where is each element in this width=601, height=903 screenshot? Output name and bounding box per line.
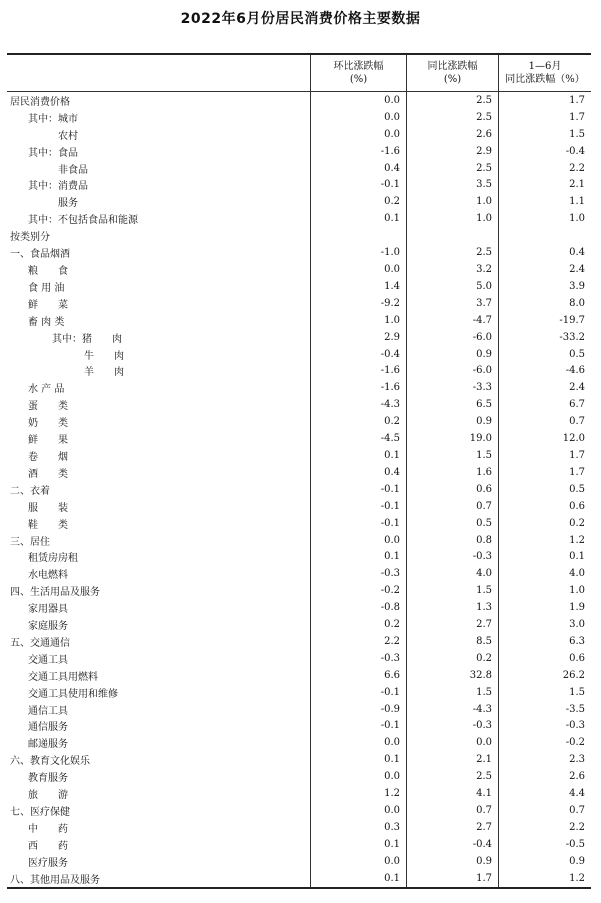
header-yoy-unit: (%) (443, 74, 462, 85)
mom-value: -0.8 (310, 599, 406, 616)
yoy-value: 1.6 (406, 464, 498, 481)
table-row (7, 210, 591, 227)
yoy-value: -6.0 (406, 329, 498, 346)
mom-value: -0.9 (310, 701, 406, 718)
ytd-value: 2.3 (498, 751, 591, 768)
mom-value: 0.0 (310, 92, 406, 109)
row-label: 其中：猪 肉 (52, 333, 122, 345)
row-label: 通信服务 (28, 722, 68, 734)
table-row (7, 819, 591, 836)
row-label: 四、生活用品及服务 (10, 587, 100, 599)
row-label: 六、教育文化娱乐 (10, 756, 90, 768)
table-row (7, 599, 591, 616)
mom-value: 0.1 (310, 210, 406, 227)
mom-value: 0.0 (310, 768, 406, 785)
mom-value: -0.1 (310, 718, 406, 735)
header-mom-column (310, 55, 406, 91)
ytd-value: 0.4 (498, 244, 591, 261)
mom-value: -1.6 (310, 379, 406, 396)
row-label: 居民消费价格 (10, 96, 70, 108)
table-header (7, 55, 591, 92)
mom-value: 6.6 (310, 667, 406, 684)
row-label: 鞋 类 (28, 519, 68, 531)
ytd-value: 2.2 (498, 160, 591, 177)
ytd-value: 6.3 (498, 633, 591, 650)
row-label: 交通工具用燃料 (28, 671, 98, 683)
table-row (7, 481, 591, 498)
ytd-value: -4.6 (498, 363, 591, 380)
ytd-value: 1.7 (498, 447, 591, 464)
table-body (7, 92, 591, 887)
mom-value: -0.1 (310, 684, 406, 701)
yoy-value: 2.5 (406, 160, 498, 177)
table-row (7, 109, 591, 126)
table-row (7, 836, 591, 853)
row-label: 通信工具 (28, 705, 68, 717)
yoy-value: 0.8 (406, 532, 498, 549)
row-label: 二、衣着 (10, 485, 50, 497)
ytd-value: 1.5 (498, 684, 591, 701)
mom-value: -0.3 (310, 650, 406, 667)
yoy-value: 1.0 (406, 210, 498, 227)
table-row (7, 261, 591, 278)
ytd-value: 2.1 (498, 177, 591, 194)
ytd-value: 2.2 (498, 819, 591, 836)
table-row (7, 363, 591, 380)
row-label: 非食品 (28, 164, 88, 176)
row-label: 畜 肉 类 (28, 316, 65, 328)
ytd-value: 1.5 (498, 126, 591, 143)
ytd-value: 0.9 (498, 853, 591, 870)
mom-value: 2.2 (310, 633, 406, 650)
table-row (7, 278, 591, 295)
mom-value: 0.0 (310, 802, 406, 819)
mom-value: 0.1 (310, 447, 406, 464)
mom-value: 0.4 (310, 464, 406, 481)
table-row (7, 498, 591, 515)
mom-value: -1.0 (310, 244, 406, 261)
row-label: 家庭服务 (28, 621, 68, 633)
yoy-value: 0.9 (406, 413, 498, 430)
row-label: 酒 类 (28, 468, 68, 480)
yoy-value: -0.3 (406, 548, 498, 565)
row-label: 旅 游 (28, 790, 68, 802)
ytd-value: -0.4 (498, 143, 591, 160)
mom-value: 2.9 (310, 329, 406, 346)
row-label: 卷 烟 (28, 451, 68, 463)
yoy-value: -0.4 (406, 836, 498, 853)
table-row (7, 413, 591, 430)
table-row (7, 447, 591, 464)
table-row (7, 464, 591, 481)
mom-value: 0.1 (310, 836, 406, 853)
mom-value: -0.1 (310, 481, 406, 498)
yoy-value: 6.5 (406, 396, 498, 413)
table-row (7, 802, 591, 819)
ytd-value: 1.2 (498, 532, 591, 549)
mom-value: 1.0 (310, 312, 406, 329)
mom-value: -0.1 (310, 498, 406, 515)
table-row (7, 346, 591, 363)
row-label: 粮 食 (28, 266, 68, 278)
row-label: 中 药 (28, 823, 68, 835)
ytd-value: 1.0 (498, 582, 591, 599)
row-label: 其中：食品 (28, 147, 78, 159)
row-label: 教育服务 (28, 773, 68, 785)
ytd-value: 1.7 (498, 92, 591, 109)
mom-value: 0.2 (310, 413, 406, 430)
mom-value: 1.2 (310, 785, 406, 802)
header-label-column (7, 55, 310, 91)
yoy-value: 4.1 (406, 785, 498, 802)
ytd-value: 4.0 (498, 565, 591, 582)
row-label: 七、医疗保健 (10, 807, 70, 819)
yoy-value: 3.7 (406, 295, 498, 312)
ytd-value: 0.5 (498, 346, 591, 363)
row-label: 邮递服务 (28, 739, 68, 751)
ytd-value: 0.2 (498, 515, 591, 532)
ytd-value: 1.7 (498, 464, 591, 481)
table-row (7, 650, 591, 667)
mom-value: 0.0 (310, 532, 406, 549)
mom-value (310, 227, 406, 244)
row-label: 服 装 (28, 502, 68, 514)
ytd-value: 8.0 (498, 295, 591, 312)
table-row (7, 734, 591, 751)
table-row (7, 295, 591, 312)
table-row (7, 515, 591, 532)
table-row (7, 329, 591, 346)
yoy-value: 0.2 (406, 650, 498, 667)
mom-value: -0.3 (310, 565, 406, 582)
mom-value: 0.1 (310, 548, 406, 565)
yoy-value: 5.0 (406, 278, 498, 295)
yoy-value: 8.5 (406, 633, 498, 650)
yoy-value: 1.5 (406, 447, 498, 464)
page-title: 2022年6月份居民消费价格主要数据 (180, 11, 421, 27)
yoy-value: 0.7 (406, 498, 498, 515)
ytd-value: -0.2 (498, 734, 591, 751)
table-row (7, 751, 591, 768)
yoy-value: 2.5 (406, 109, 498, 126)
row-label: 其中：城市 (28, 113, 78, 125)
yoy-value: 1.0 (406, 193, 498, 210)
yoy-value: 1.7 (406, 870, 498, 887)
row-label: 一、食品烟酒 (10, 249, 70, 261)
yoy-value: 2.6 (406, 126, 498, 143)
mom-value: 0.0 (310, 109, 406, 126)
table-row (7, 616, 591, 633)
ytd-value: -33.2 (498, 329, 591, 346)
row-label: 水 产 品 (28, 384, 65, 396)
row-label: 五、交通通信 (10, 637, 70, 649)
table-row (7, 667, 591, 684)
table-row (7, 160, 591, 177)
table-row (7, 379, 591, 396)
yoy-value: 2.9 (406, 143, 498, 160)
yoy-value: 4.0 (406, 565, 498, 582)
yoy-value (406, 227, 498, 244)
mom-value: -9.2 (310, 295, 406, 312)
ytd-value: 3.9 (498, 278, 591, 295)
yoy-value: -3.3 (406, 379, 498, 396)
ytd-value: 6.7 (498, 396, 591, 413)
mom-value: -0.4 (310, 346, 406, 363)
table-row (7, 768, 591, 785)
table-row (7, 227, 591, 244)
row-label: 其中：消费品 (28, 181, 88, 193)
yoy-value: -0.3 (406, 718, 498, 735)
yoy-value: 2.5 (406, 92, 498, 109)
table-row (7, 684, 591, 701)
table-row (7, 565, 591, 582)
table-row (7, 244, 591, 261)
mom-value: -1.6 (310, 143, 406, 160)
table-row (7, 718, 591, 735)
yoy-value: 2.5 (406, 244, 498, 261)
mom-value: -0.1 (310, 177, 406, 194)
table-row (7, 396, 591, 413)
header-yoy-column (406, 55, 498, 91)
header-mom-unit: (%) (349, 74, 368, 85)
row-label: 鲜 果 (28, 435, 68, 447)
table-row (7, 532, 591, 549)
mom-value: -0.2 (310, 582, 406, 599)
row-label: 农村 (28, 130, 78, 142)
yoy-value: 0.5 (406, 515, 498, 532)
mom-value: 0.4 (310, 160, 406, 177)
yoy-value: 2.7 (406, 819, 498, 836)
mom-value: -1.6 (310, 363, 406, 380)
yoy-value: 2.1 (406, 751, 498, 768)
ytd-value: 2.4 (498, 261, 591, 278)
row-label: 西 药 (28, 840, 68, 852)
yoy-value: -4.3 (406, 701, 498, 718)
table-row (7, 312, 591, 329)
row-label: 交通工具 (28, 654, 68, 666)
ytd-value: 1.1 (498, 193, 591, 210)
header-ytd-column (498, 55, 591, 91)
yoy-value: 0.7 (406, 802, 498, 819)
yoy-value: 1.5 (406, 582, 498, 599)
mom-value: -4.5 (310, 430, 406, 447)
yoy-value: 2.7 (406, 616, 498, 633)
table-row (7, 701, 591, 718)
yoy-value: 0.0 (406, 734, 498, 751)
header-mom-title: 环比涨跌幅 (333, 61, 384, 72)
header-ytd-title: 同比涨跌幅（%） (505, 74, 585, 85)
row-label: 家用器具 (28, 604, 68, 616)
table-row (7, 143, 591, 160)
header-ytd-period: 1—6月 (528, 61, 562, 72)
row-label: 羊 肉 (84, 367, 124, 379)
ytd-value: 2.6 (498, 768, 591, 785)
ytd-value: 0.6 (498, 498, 591, 515)
row-label: 蛋 类 (28, 401, 68, 413)
table-row (7, 430, 591, 447)
ytd-value: 1.0 (498, 210, 591, 227)
mom-value: 1.4 (310, 278, 406, 295)
mom-value: 0.0 (310, 853, 406, 870)
ytd-value: 0.7 (498, 413, 591, 430)
row-label: 租赁房房租 (28, 553, 78, 565)
ytd-value: -3.5 (498, 701, 591, 718)
row-label: 牛 肉 (84, 350, 124, 362)
table-row (7, 177, 591, 194)
table-row (7, 582, 591, 599)
yoy-value: 32.8 (406, 667, 498, 684)
ytd-value: 0.6 (498, 650, 591, 667)
mom-value: 0.0 (310, 734, 406, 751)
table-row (7, 92, 591, 109)
mom-value: 0.2 (310, 616, 406, 633)
row-label: 鲜 菜 (28, 299, 68, 311)
yoy-value: 3.5 (406, 177, 498, 194)
yoy-value: 1.3 (406, 599, 498, 616)
mom-value: 0.1 (310, 870, 406, 887)
mom-value: -4.3 (310, 396, 406, 413)
mom-value: 0.2 (310, 193, 406, 210)
row-label: 医疗服务 (28, 857, 68, 869)
ytd-value: 0.7 (498, 802, 591, 819)
ytd-value: 2.4 (498, 379, 591, 396)
yoy-value: 0.9 (406, 853, 498, 870)
mom-value: 0.0 (310, 126, 406, 143)
yoy-value: 3.2 (406, 261, 498, 278)
row-label: 奶 类 (28, 418, 68, 430)
table-row (7, 633, 591, 650)
ytd-value (498, 227, 591, 244)
table-row (7, 548, 591, 565)
ytd-value: 1.7 (498, 109, 591, 126)
table-row (7, 870, 591, 887)
table-row (7, 853, 591, 870)
ytd-value: -0.3 (498, 718, 591, 735)
mom-value: 0.3 (310, 819, 406, 836)
ytd-value: 0.1 (498, 548, 591, 565)
row-label: 按类别分 (10, 232, 50, 244)
row-label: 食 用 油 (28, 282, 65, 294)
yoy-value: 0.6 (406, 481, 498, 498)
row-label: 水电燃料 (28, 570, 68, 582)
table-row (7, 193, 591, 210)
ytd-value: 12.0 (498, 430, 591, 447)
yoy-value: 1.5 (406, 684, 498, 701)
row-label: 三、居住 (10, 536, 50, 548)
mom-value: 0.1 (310, 751, 406, 768)
mom-value: -0.1 (310, 515, 406, 532)
ytd-value: 1.2 (498, 870, 591, 887)
table-row (7, 785, 591, 802)
ytd-value: 0.5 (498, 481, 591, 498)
yoy-value: 19.0 (406, 430, 498, 447)
row-label: 八、其他用品及服务 (10, 874, 100, 886)
ytd-value: 4.4 (498, 785, 591, 802)
yoy-value: -6.0 (406, 363, 498, 380)
yoy-value: 0.9 (406, 346, 498, 363)
ytd-value: 26.2 (498, 667, 591, 684)
row-label: 服务 (28, 198, 78, 210)
row-label: 其中：不包括食品和能源 (28, 215, 138, 227)
cpi-data-table (7, 53, 591, 889)
yoy-value: 2.5 (406, 768, 498, 785)
ytd-value: 1.9 (498, 599, 591, 616)
row-label: 交通工具使用和维修 (28, 688, 118, 700)
ytd-value: -0.5 (498, 836, 591, 853)
table-row (7, 126, 591, 143)
header-yoy-title: 同比涨跌幅 (427, 61, 478, 72)
ytd-value: 3.0 (498, 616, 591, 633)
yoy-value: -4.7 (406, 312, 498, 329)
mom-value: 0.0 (310, 261, 406, 278)
ytd-value: -19.7 (498, 312, 591, 329)
